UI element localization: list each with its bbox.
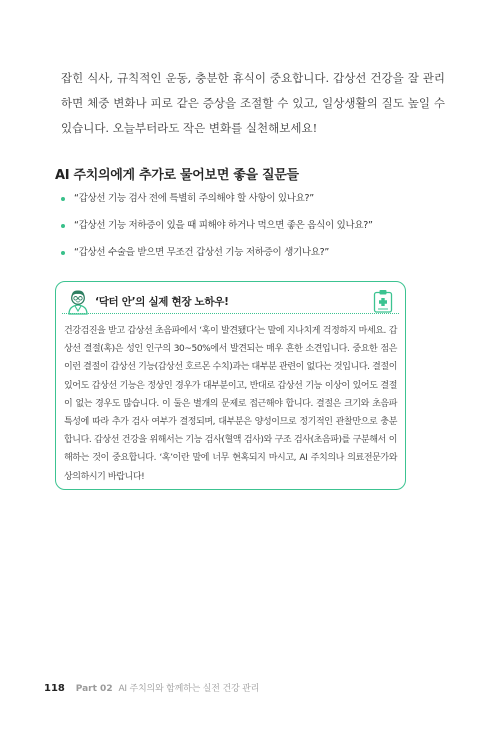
tip-divider [62, 313, 399, 314]
tip-box [55, 281, 406, 490]
doctor-avatar-icon [65, 287, 91, 315]
question-text: “갑상선 기능 저하증이 있을 때 피해야 하거나 먹으면 좋은 음식이 있나요?” [74, 220, 373, 231]
medical-clipboard-icon [373, 289, 393, 313]
question-item [61, 191, 373, 218]
question-list [61, 191, 373, 272]
question-item [61, 218, 373, 245]
bullet-icon [61, 224, 65, 228]
part-label: Part 02 [75, 684, 113, 694]
question-item [61, 245, 373, 272]
part-title: AI 주치의와 함께하는 실전 건강 관리 [118, 684, 260, 694]
body-paragraph: 잡힌 식사, 규칙적인 운동, 충분한 휴식이 중요합니다. 갑상선 건강을 잘 관리하면 체중 변화나 피로 같은 증상을 조절할 수 있고, 일상생활의 질도 높일 수 있습니다. 오늘부터라도 작은 변화를 실천해보세요! [61, 71, 445, 135]
page-footer [44, 681, 259, 694]
tip-body: 건강검진을 받고 갑상선 초음파에서 ‘혹이 발견됐다’는 말에 지나치게 걱정하지 마세요. 갑상선 결절(혹)은 성인 인구의 30~50%에서 발견되는 매우 흔한 소견입니다. 중요한 점은 이런 결절이 갑상선 기능(갑상선 호르몬 수치)과는 대부분 관련이 없다는 것입니다. 결절이 있어도 갑상선 기능은 정상인 경우가 대부분이고, 반대로 갑상선 기능 이상이 있어도 결절이 없는 경우도 많습니다. 이 둘은 별개의 문제로 접근해야 합니다. 결절은 크기와 초음파 특성에 따라 추가 검사 여부가 결정되며, 대부분은 양성이므로 정기적인 관찰만으로 충분합니다. 갑상선 건강을 위해서는 기능 검사(혈액 검사)와 구조 검사(초음파)를 구분해서 이해하는 것이 중요합니다. ‘혹’이란 말에 너무 현혹되지 마시고, AI 주치의나 의료전문가와 상의하시기 바랍니다! [64, 326, 397, 482]
tip-title: ‘닥터 안’의 실제 현장 노하우! [95, 296, 229, 308]
question-text: “갑상선 수술을 받으면 무조건 갑상선 기능 저하증이 생기나요?” [74, 247, 329, 258]
bullet-icon [61, 251, 65, 255]
question-text: “갑상선 기능 검사 전에 특별히 주의해야 할 사항이 있나요?” [74, 193, 314, 204]
page-number: 118 [44, 683, 65, 694]
section-title: AI 주치의에게 추가로 물어보면 좋을 질문들 [55, 168, 299, 183]
bullet-icon [61, 197, 65, 201]
